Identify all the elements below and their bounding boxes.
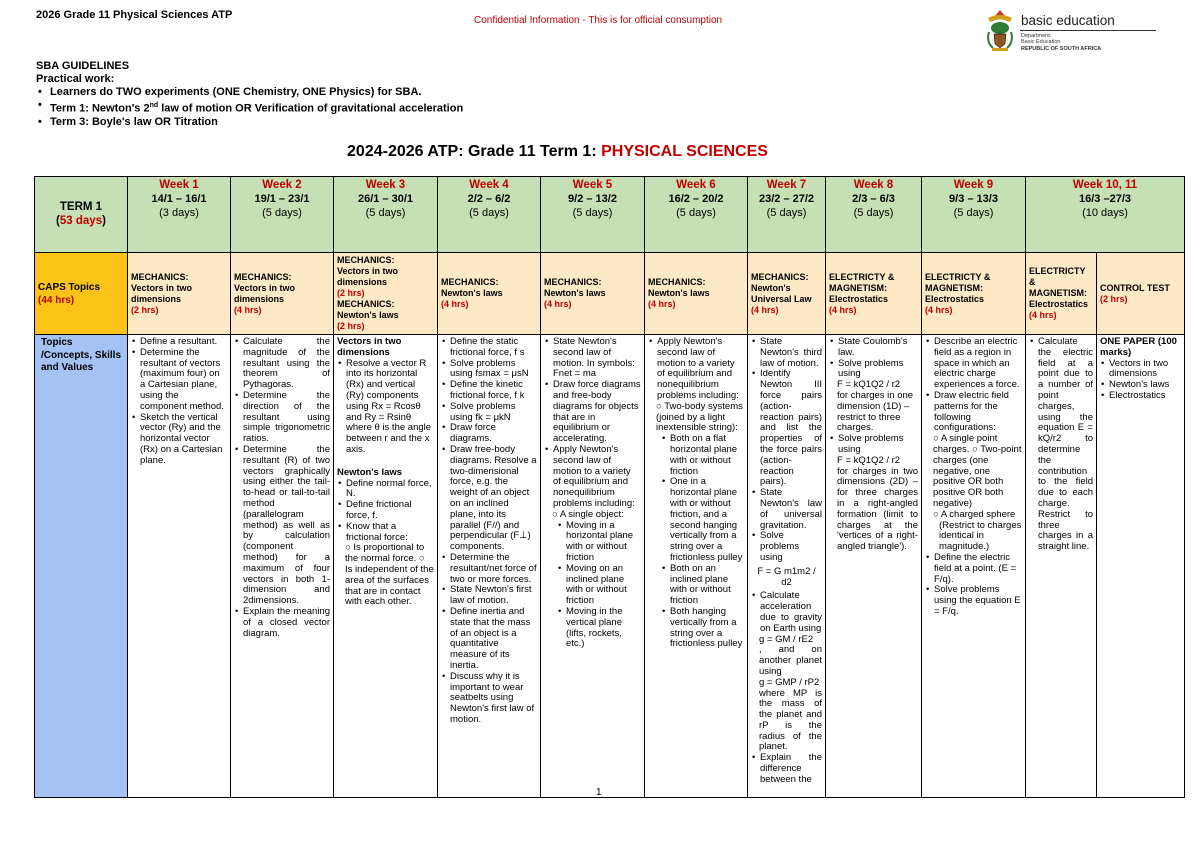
topics-week-7 <box>748 335 826 798</box>
formula: g = GMP / rP2 <box>759 676 820 688</box>
caps-label: CAPS Topics (44 hrs) <box>35 253 128 335</box>
topics-week-5 <box>541 335 645 798</box>
topic-item: • Calculate the magnitude of the resultant using the theorem of Pythagoras. <box>243 337 330 391</box>
week-7-header: Week 7 23/2 – 27/2 (5 days) <box>748 177 826 253</box>
topics-week-9 <box>922 335 1026 798</box>
week-row <box>35 177 1185 253</box>
topic-item: • Determine the direction of the resultant using simple trigonometric ratios. <box>243 391 330 445</box>
sba-title: SBA GUIDELINES <box>36 60 130 72</box>
topic-item: • Apply Newton's second law of motion to a variety of equilibrium and nonequilibrium problems including: <box>657 337 744 402</box>
caps-week-1: MECHANICS: Vectors in two dimensions (2 hrs) <box>128 253 231 335</box>
topic-item: • Discuss why it is important to wear seatbelts using Newton's first law of motion. <box>450 672 537 726</box>
document-header-title: 2026 Grade 11 Physical Sciences ATP <box>36 9 233 21</box>
topic-item: • Define the electric field at a point. (E = F/q). <box>934 553 1022 585</box>
logo-department-text: Department: Basic Education REPUBLIC OF SOUTH AFRICA <box>1021 33 1102 52</box>
topic-subitem: ○ A single point charges. ○ Two-point charges (one negative, one positive OR both positive OR both negative) <box>933 433 1022 509</box>
week-1-header: Week 1 14/1 – 16/1 (3 days) <box>128 177 231 253</box>
topic-subitem: • Both on a flat horizontal plane with or without friction <box>670 434 744 477</box>
atp-table <box>34 176 1185 798</box>
topic-item: • State Newton's first law of motion. <box>450 585 537 607</box>
topic-item: • Define inertia and state that the mass of an object is a quantitative measure of its inertia. <box>450 607 537 672</box>
topic-item: • Know that a frictional force: <box>346 522 434 544</box>
week-4-header: Week 4 2/2 – 6/2 (5 days) <box>438 177 541 253</box>
topic-item: • Define the static frictional force, f s <box>450 337 537 359</box>
formula: F = kQ1Q2 / r2 <box>837 454 901 466</box>
logo-rule <box>1020 30 1156 31</box>
caps-control-test: CONTROL TEST (2 hrs) <box>1097 253 1185 335</box>
topic-text: , and on another planet using <box>759 644 822 677</box>
topic-text: for charges in one dimension (1D) – restrict to three charges. <box>837 389 914 434</box>
topic-subitem: • Both on an inclined plane with or without friction <box>670 564 744 607</box>
topics-week-4 <box>438 335 541 798</box>
topic-item: • Determine the resultant/net force of two or more forces. <box>450 553 537 585</box>
topic-item: • Determine the resultant (R) of two vectors graphically using either the tail-to-head or tail-to-tail method (parallelogram method) as well as by calculation (component method) for a maximum of four vectors in both 1-dimension and 2dimensions. <box>243 445 330 607</box>
sba-item: • Learners do TWO experiments (ONE Chemistry, ONE Physics) for SBA. <box>50 86 463 99</box>
topic-subitem: • Both hanging vertically from a string over a frictionless pulley <box>670 607 744 650</box>
week-5-header: Week 5 9/2 – 13/2 (5 days) <box>541 177 645 253</box>
topic-item: • Draw free-body diagrams. Resolve a two-dimensional force, e.g. the weight of an object on an inclined plane, into its parallel (F//) and perpendicular (F⊥) components. <box>450 445 537 553</box>
topic-item: • Resolve a vector R into its horizontal (Rx) and vertical (Ry) components using Rx = Rcosθ and Ry = Rsinθ where θ is the angle between r and the x axis. <box>346 359 434 456</box>
formula: F = kQ1Q2 / r2 <box>837 379 901 391</box>
sba-item: • Term 1: Newton's 2nd law of motion OR Verification of gravitational acceleration <box>50 99 463 116</box>
topic-item: • Define the kinetic frictional force, f k <box>450 380 537 402</box>
caps-week-2: MECHANICS: Vectors in two dimensions (4 hrs) <box>231 253 334 335</box>
week-2-header: Week 2 19/1 – 23/1 (5 days) <box>231 177 334 253</box>
topic-item: • Determine the resultant of vectors (maximum four) on a Cartesian plane, using the component method. <box>140 348 227 413</box>
topic-item: • Calculate acceleration due to gravity on Earth using <box>760 591 822 634</box>
topic-item: • Sketch the vertical vector (Ry) and the horizontal vector (Rx) on a Cartesian plane. <box>140 413 227 467</box>
topics-label: Topics /Concepts, Skills and Values <box>35 335 128 798</box>
week-9-header: Week 9 9/3 – 13/3 (5 days) <box>922 177 1026 253</box>
topic-item: • Define normal force, N. <box>346 479 434 501</box>
topics-week-2 <box>231 335 334 798</box>
topic-item: • Define a resultant. <box>140 337 227 348</box>
sba-item: • Term 3: Boyle's law OR Titration <box>50 116 463 129</box>
topic-item: • Vectors in two dimensions <box>1109 359 1181 381</box>
sba-subtitle: Practical work: <box>36 73 115 85</box>
topic-text: where MP is the mass of the planet and rP is the radius of the planet. <box>759 687 822 753</box>
page-title: 2024-2026 ATP: Grade 11 Term 1: PHYSICAL SCIENCES <box>347 143 768 160</box>
department-logo <box>983 8 1158 54</box>
caps-week-7: MECHANICS: Newton's Universal Law (4 hrs) <box>748 253 826 335</box>
week-6-header: Week 6 16/2 – 20/2 (5 days) <box>645 177 748 253</box>
caps-week-4: MECHANICS: Newton's laws (4 hrs) <box>438 253 541 335</box>
caps-week-10: ELECTRICTY & MAGNETISM: Electrostatics (4 hrs) <box>1026 253 1097 335</box>
topic-item: • Solve problems using <box>838 434 918 456</box>
topics-week-3 <box>334 335 438 798</box>
caps-week-8: ELECTRICTY & MAGNETISM: Electrostatics (4 hrs) <box>826 253 922 335</box>
formula: F = G m1m2 / d2 <box>757 565 816 588</box>
week-3-header: Week 3 26/1 – 30/1 (5 days) <box>334 177 438 253</box>
topic-item: • Electrostatics <box>1109 391 1181 402</box>
term-cell: TERM 1 (53 days) <box>35 177 128 253</box>
topics-row <box>35 335 1185 798</box>
topic-item: • Solve problems using the equation E = F/q. <box>934 585 1022 617</box>
topic-subitem: • Moving in a horizontal plane with or without friction <box>566 521 641 564</box>
topic-item: • Describe an electric field as a region in space in which an electric charge experiences a force. <box>934 337 1022 391</box>
topic-item: • State Coulomb's law. <box>838 337 918 359</box>
topic-item: • Solve problems using fsmax = μsN <box>450 359 537 381</box>
caps-week-3: MECHANICS: Vectors in two dimensions (2 hrs) MECHANICS: Newton's laws (2 hrs) <box>334 253 438 335</box>
topic-item: • Draw force diagrams and free-body diagrams for objects that are in equilibrium or accelerating. <box>553 380 641 445</box>
topics-week-10 <box>1026 335 1097 798</box>
caps-row <box>35 253 1185 335</box>
topics-week-8 <box>826 335 922 798</box>
week-10-11-header: Week 10, 11 16/3 –27/3 (10 days) <box>1026 177 1185 253</box>
topic-item: • Explain the meaning of a closed vector diagram. <box>243 607 330 639</box>
topic-item: • Draw electric field patterns for the following configurations: <box>934 391 1022 434</box>
topic-subitem: ○ Is proportional to the normal force. ○ Is independent of the area of the surfaces that are in contact with each other. <box>345 542 434 608</box>
control-test-heading: ONE PAPER (100 marks) <box>1100 336 1177 358</box>
topic-item: • State Newton's third law of motion. <box>760 337 822 369</box>
topics-control-test <box>1097 335 1185 798</box>
coat-of-arms-icon <box>983 8 1017 52</box>
caps-week-6: MECHANICS: Newton's laws (4 hrs) <box>645 253 748 335</box>
topic-subitem: • Moving in the vertical plane (lifts, rockets, etc.) <box>566 607 641 650</box>
topic-subitem: • Moving on an inclined plane with or without friction <box>566 564 641 607</box>
topic-heading: Vectors in two dimensions <box>337 336 402 358</box>
topic-item: • Solve problems using <box>760 531 822 563</box>
logo-brand-text: basic education <box>1021 13 1115 28</box>
topic-subheading: ○ Two-body systems (joined by a light inextensible string): <box>656 400 743 434</box>
topic-item: • Draw force diagrams. <box>450 423 537 445</box>
topic-subitem: (Restrict to charges identical in magnitude.) <box>939 519 1022 553</box>
topic-item: • Apply Newton's second law of motion to a variety of equilibrium and nonequilibrium problems including: <box>553 445 641 510</box>
sba-guidelines <box>36 60 463 129</box>
topic-item: • Identify Newton III force pairs (action-reaction pairs) and list the properties of the force pairs (action-reaction pairs). <box>760 369 822 488</box>
formula: g = GM / rE2 <box>759 633 814 645</box>
caps-week-9: ELECTRICTY & MAGNETISM: Electrostatics (4 hrs) <box>922 253 1026 335</box>
topic-item: • Solve problems using <box>838 359 918 381</box>
topic-subheading: ○ A single object: <box>552 508 624 520</box>
confidential-notice: Confidential Information - This is for official consumption <box>474 15 723 26</box>
topic-item: • Solve problems using fk = μkN <box>450 402 537 424</box>
topics-week-6 <box>645 335 748 798</box>
topic-item: • State Newton's second law of motion. In symbols: Fnet = ma <box>553 337 641 380</box>
topic-item: • Calculate the electric field at a point due to a number of point charges, using the equation E = kQ/r2 to determine the contribution to the field due to each charge. Restrict to three charges in a straight line. <box>1038 337 1093 553</box>
topic-subitem: ○ A charged sphere <box>933 508 1016 520</box>
caps-week-5: MECHANICS: Newton's laws (4 hrs) <box>541 253 645 335</box>
topic-item: • Newton's laws <box>1109 380 1181 391</box>
page-number: 1 <box>596 787 602 798</box>
topic-subitem: • One in a horizontal plane with or without friction, and a second hanging vertically from a string over a frictionless pulley <box>670 477 744 563</box>
topic-heading: Newton's laws <box>337 466 403 478</box>
topic-text: for charges in two dimensions (2D) – for three charges in a right-angled formation (limit to charges at the 'vertices of a right-angled triangle'). <box>837 465 918 553</box>
topic-item: • Define frictional force, f. <box>346 500 434 522</box>
topic-item: • State Newton's law of universal gravitation. <box>760 488 822 531</box>
week-8-header: Week 8 2/3 – 6/3 (5 days) <box>826 177 922 253</box>
topic-item: • Explain the difference between the <box>760 753 822 785</box>
topics-week-1 <box>128 335 231 798</box>
